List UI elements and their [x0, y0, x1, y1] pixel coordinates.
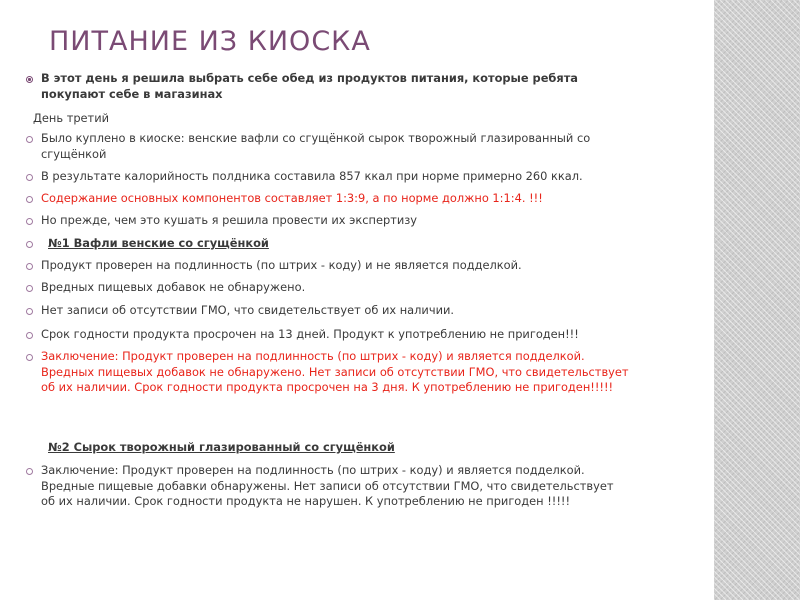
conclusion-2: Заключение: Продукт проверен на подлинность (по штрих - коду) и является подделкой. Вредные пищевые добавки обнаружены. Нет записи об отсутствии ГМО, что свидетельствует об их наличии. Срок годности продукта не нарушен. К употреблению не пригоден !!!!! — [41, 463, 614, 508]
heading-1 — [48, 236, 638, 252]
bullet-icon — [26, 174, 33, 181]
gmo-item: Нет записи об отсутствии ГМО, что свидетельствует об их наличии. — [41, 303, 454, 317]
bullet-icon — [26, 468, 33, 475]
auth-item: Продукт проверен на подлинность (по штрих - коду) и не является подделкой. — [41, 258, 522, 272]
bullet-icon — [26, 354, 33, 361]
intro-text: В этот день я решила выбрать себе обед из продуктов питания, которые ребята покупают себе в магазинах — [41, 71, 578, 101]
bullet-icon — [26, 285, 33, 292]
conclusion-1: Заключение: Продукт проверен на подлинность (по штрих - коду) и является подделкой. Вредных пищевых добавок не обнаружено. Нет записи об отсутствии ГМО, что свидетельствует об их наличии. Срок годности продукта просрочен на 3 дня. К употреблению не пригоден!!!!! — [41, 349, 629, 394]
bullet-icon — [26, 136, 33, 143]
bullet-icon — [26, 196, 33, 203]
heading-2-text: №2 Сырок творожный глазированный со сгущёнкой — [48, 440, 395, 454]
bullet-icon — [26, 332, 33, 339]
heading-1-text: №1 Вафли венские со сгущёнкой — [48, 236, 269, 250]
heading-2 — [48, 440, 638, 456]
bought-item: Было куплено в киоске: венские вафли со сгущёнкой сырок творожный глазированный со сгущёнкой — [41, 131, 591, 161]
bullet-icon — [26, 308, 33, 315]
expertise-item: Но прежде, чем это кушать я решила провести их экспертизу — [41, 213, 418, 227]
bullet-icon — [26, 218, 33, 225]
page-title: ПИТАНИЕ ИЗ КИОСКА — [49, 26, 371, 57]
calories-item: В результате калорийность полдника составила 857 ккал при норме примерно 260 ккал. — [41, 169, 583, 183]
day-label: День третий — [33, 111, 110, 125]
additives-item: Вредных пищевых добавок не обнаружено. — [41, 280, 306, 294]
expiry-item: Срок годности продукта просрочен на 13 дней. Продукт к употреблению не пригоден!!! — [41, 327, 579, 341]
ratio-item: Содержание основных компонентов составляет 1:3:9, а по норме должно 1:1:4. !!! — [41, 191, 543, 205]
decorative-sidebar — [714, 0, 800, 600]
bullet-icon — [26, 263, 33, 270]
bullet-icon — [26, 76, 33, 83]
bullet-icon — [26, 241, 33, 248]
